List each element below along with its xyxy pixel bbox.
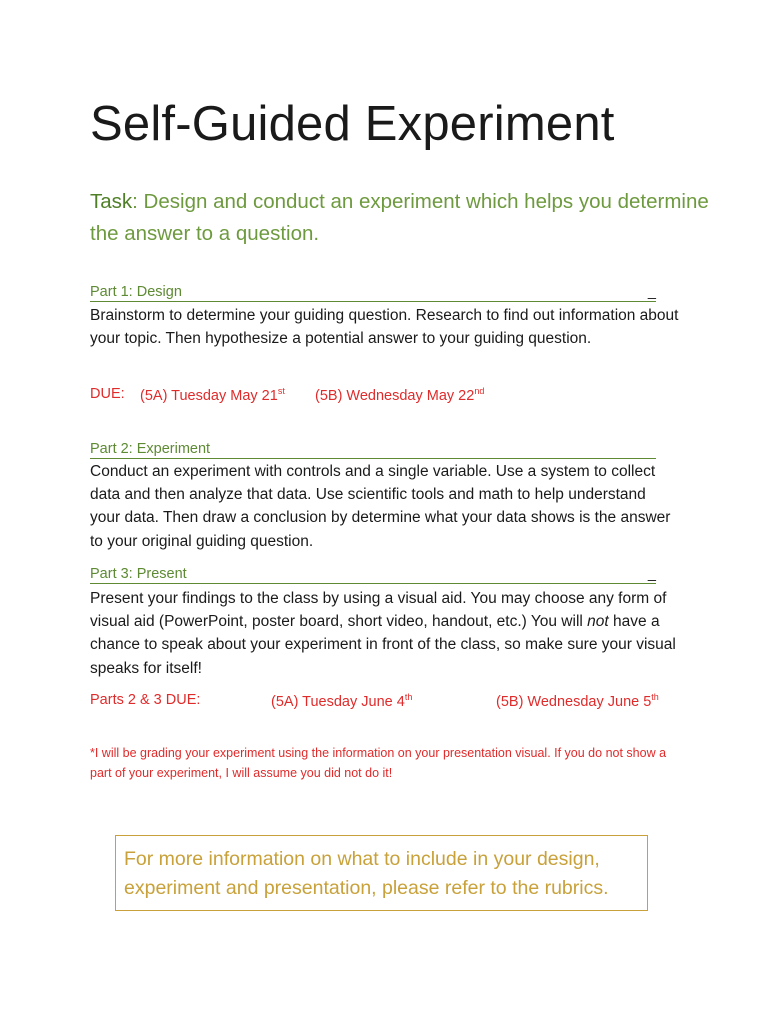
due-label: DUE:: [90, 386, 125, 402]
part-3-text-before: Present your findings to the class by using a visual aid. You may choose any form of visual aid (PowerPoint, poster board, short video, handout, etc.) You will: [90, 590, 667, 631]
due-5a: [271, 692, 412, 710]
due-5b: [315, 386, 484, 404]
due-5b-text: (5B) Wednesday June 5: [496, 693, 652, 710]
part-3-emphasis: not: [587, 613, 609, 631]
task-statement: [90, 186, 710, 250]
part-3-trail: _: [647, 566, 656, 582]
task-label: Task: [90, 190, 133, 213]
due-5a-sup: st: [277, 386, 285, 396]
due-5b-text: (5B) Wednesday May 22: [315, 387, 475, 404]
page-title: Self-Guided Experiment: [90, 97, 615, 151]
rubrics-info-box: [115, 835, 648, 911]
part-1-title: Part 1: Design: [90, 284, 182, 300]
due-label: Parts 2 & 3 DUE:: [90, 692, 201, 708]
part-2-description: Conduct an experiment with controls and a single variable. Use a system to collect data and then analyze that data. Use scientific tools and math to help understand your data. Then draw a conclusion by determine what your data shows is the answer to your original guiding question.: [90, 463, 671, 550]
task-colon: :: [132, 190, 138, 213]
task-text: Design and conduct an experiment which helps you determine the answer to a question.: [90, 190, 709, 245]
due-5a-text: (5A) Tuesday June 4: [271, 693, 405, 710]
part-1-description: Brainstorm to determine your guiding question. Research to find out information about your topic. Then hypothesize a potential answer to your guiding question.: [90, 307, 679, 348]
part-3-description: [90, 587, 680, 680]
due-5a: [140, 386, 285, 404]
due-5a-sup: th: [404, 692, 413, 702]
part-3-title: Part 3: Present: [90, 566, 187, 582]
part-1-header: [90, 284, 656, 302]
part-3-text-after: have a chance to speak about your experiment in front of the class, so make sure your visual speaks for itself!: [90, 613, 676, 677]
part-2-header: [90, 441, 656, 459]
grading-note: *I will be grading your experiment using the information on your presentation visual. If you do not show a part of your experiment, I will assume you did not do it!: [90, 746, 667, 780]
due-5b-sup: nd: [474, 386, 485, 396]
due-5a-text: (5A) Tuesday May 21: [140, 387, 278, 404]
part-2-title: Part 2: Experiment: [90, 441, 211, 457]
rubrics-info-text: For more information on what to include in your design, experiment and presentation, please refer to the rubrics.: [124, 848, 609, 899]
due-5b-sup: th: [651, 692, 659, 702]
part-1-trail: _: [647, 284, 656, 300]
due-5b: [496, 692, 659, 710]
part-3-header: [90, 566, 656, 584]
